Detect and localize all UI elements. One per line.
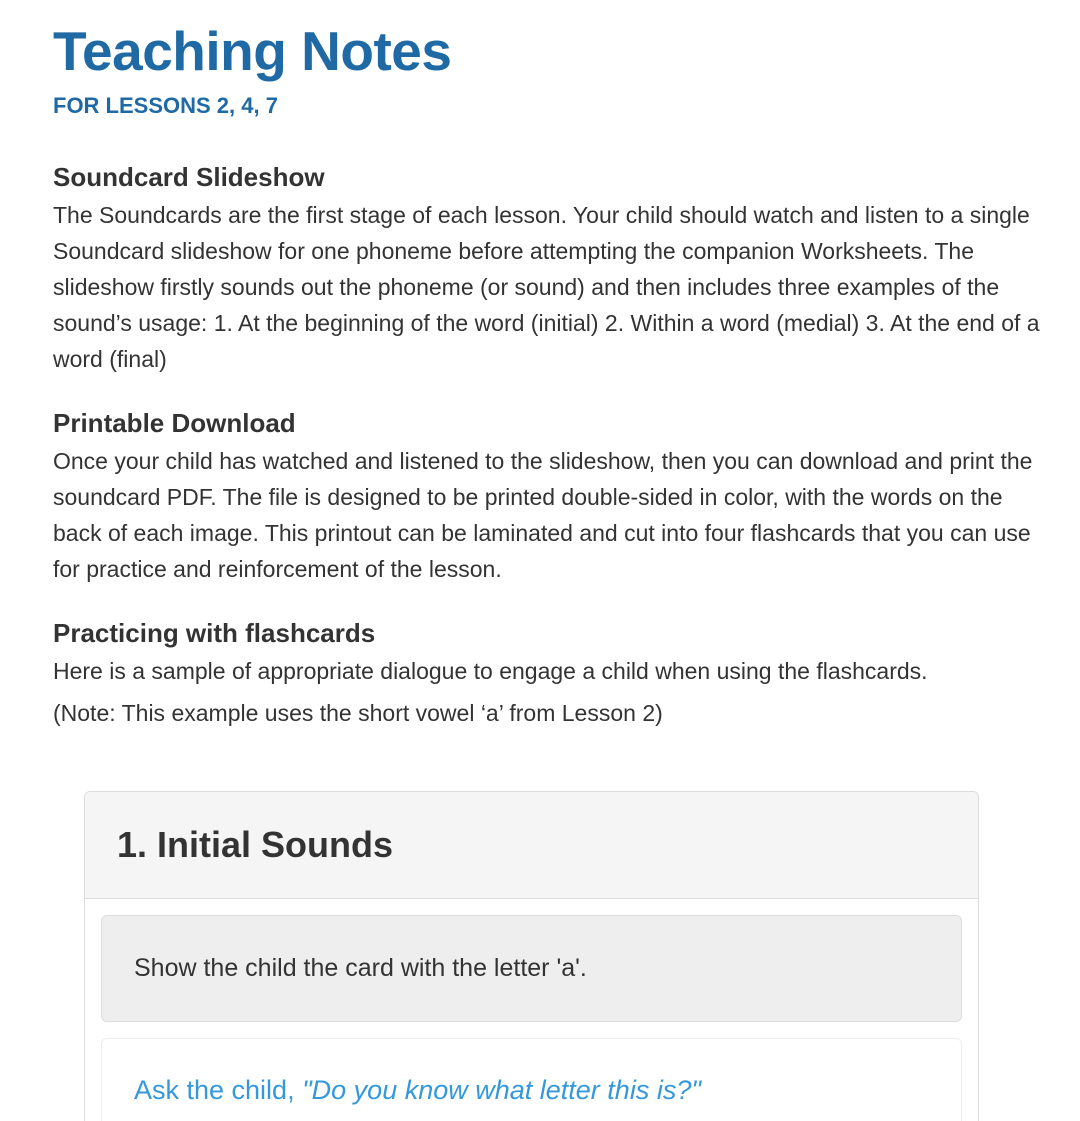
- page-title: Teaching Notes: [53, 20, 452, 82]
- section-body-soundcard-slideshow: The Soundcards are the first stage of each lesson. Your child should watch and listen to a single Soundcard slideshow for one phoneme before attempting the companion Worksheets. The slideshow firstly sounds out the phoneme (or sound) and then includes three examples of the sound’s usage: 1. At the beginning of the word (initial) 2. Within a word (medial) 3. At the end of a word (final): [53, 202, 1040, 372]
- section-body-printable-download: Once your child has watched and listened to the slideshow, then you can download and print the soundcard PDF. The file is designed to be printed double-sided in color, with the words on the back of each image. This printout can be laminated and cut into four flashcards that you can use for practice and reinforcement of the lesson.: [53, 448, 1033, 582]
- instruction-well: [101, 915, 962, 1022]
- section-heading-practicing-flashcards: Practicing with flashcards: [53, 618, 376, 648]
- instruction-text: Show the child the card with the letter 'a'.: [134, 954, 587, 982]
- panel-body: [85, 899, 978, 1121]
- prompt-quote: "Do you know what letter this is?": [302, 1075, 701, 1105]
- panel-heading: [85, 792, 978, 899]
- section-body-practicing-flashcards: Here is a sample of appropriate dialogue to engage a child when using the flashcards.: [53, 658, 928, 684]
- initial-sounds-panel: [84, 791, 979, 1121]
- section-heading-printable-download: Printable Download: [53, 408, 296, 438]
- panel-title: 1. Initial Sounds: [117, 824, 394, 865]
- prompt-prefix: Ask the child,: [134, 1075, 303, 1105]
- prompt-card: [101, 1038, 962, 1121]
- teaching-notes-page: [53, 0, 1053, 731]
- page-subtitle: FOR LESSONS 2, 4, 7: [53, 93, 278, 118]
- section-heading-soundcard-slideshow: Soundcard Slideshow: [53, 162, 325, 192]
- section-note-practicing-flashcards: (Note: This example uses the short vowel ‘a’ from Lesson 2): [53, 700, 663, 726]
